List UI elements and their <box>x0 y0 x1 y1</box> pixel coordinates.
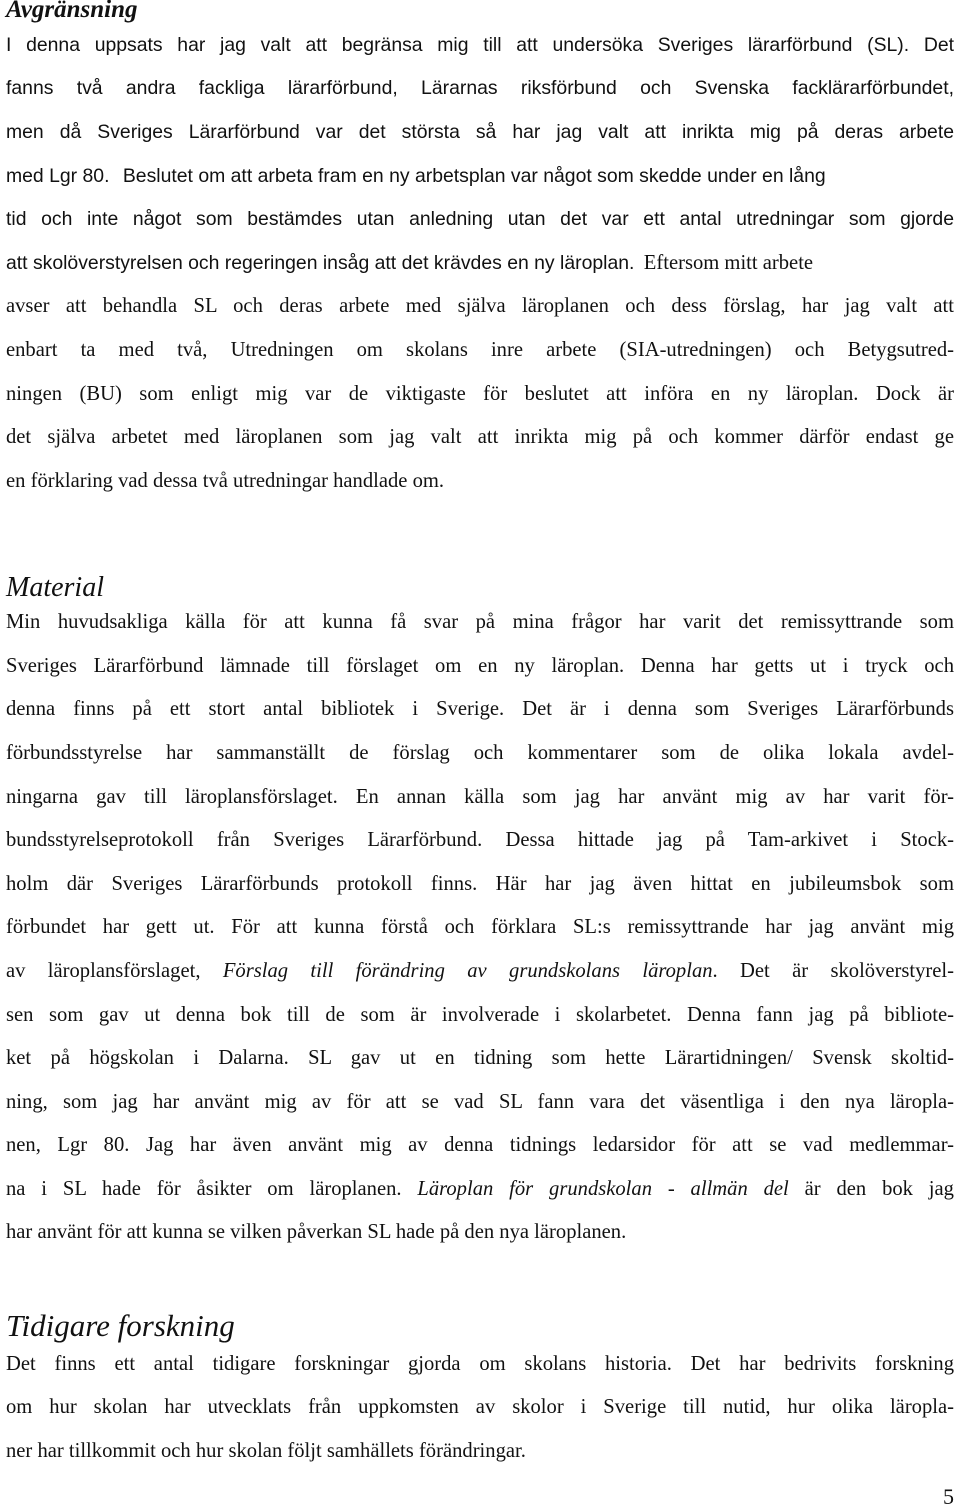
book-title: Förslag till förändring av grundskolans läroplan <box>222 960 713 982</box>
paragraph-line: ningen (BU) som enligt mig var de viktigaste för beslutet att införa en ny läroplan. Dock är <box>6 383 954 405</box>
paragraph-line-part: na i SL hade för åsikter om läroplanen. <box>6 1178 418 1200</box>
section-heading-material: Material <box>6 572 104 603</box>
paragraph-line: en förklaring vad dessa två utredningar handlade om. <box>6 470 445 492</box>
paragraph-line: sen som gav ut denna bok till de som är involverade i skolarbetet. Denna fann jag på bibliote- <box>6 1004 954 1026</box>
paragraph-line-part: att skolöverstyrelsen och regeringen insåg att det krävdes en ny läroplan. <box>6 252 635 274</box>
paragraph-line-part: Eftersom mitt arbete <box>643 252 814 274</box>
paragraph-line <box>6 959 954 983</box>
paragraph-line: ningarna gav till läroplansförslaget. En annan källa som jag har använt mig av har varit för- <box>6 786 954 808</box>
paragraph-line: Det finns ett antal tidigare forskningar gjorda om skolans historia. Det har bedrivits forskning <box>6 1353 954 1375</box>
paragraph-line <box>6 1177 954 1201</box>
paragraph-line-part: med Lgr 80. <box>6 165 110 187</box>
paragraph-line: fanns två andra fackliga lärarförbund, Lärarnas riksförbund och Svenska facklärarförbundet, <box>6 77 954 99</box>
paragraph-line-part: är den bok jag <box>788 1178 954 1200</box>
paragraph-line: ket på högskolan i Dalarna. SL gav ut en tidning som hette Lärartidningen/ Svensk skoltid- <box>6 1047 954 1069</box>
paragraph-line: denna finns på ett stort antal bibliotek i Sverige. Det är i denna som Sveriges Lärarförbunds <box>6 698 954 720</box>
section-heading-avgransning: Avgränsning <box>6 0 138 23</box>
paragraph-line: har använt för att kunna se vilken påverkan SL hade på den nya läroplanen. <box>6 1221 627 1243</box>
paragraph-line: förbundet har gett ut. För att kunna förstå och förklara SL:s remissyttrande har jag använt mig <box>6 916 954 938</box>
paragraph-line: det själva arbetet med läroplanen som jag valt att inrikta mig på och kommer därför endast ge <box>6 426 954 448</box>
paragraph-line <box>6 251 954 275</box>
paragraph-line: bundsstyrelseprotokoll från Sveriges Lärarförbund. Dessa hittade jag på Tam-arkivet i Stock- <box>6 829 954 851</box>
paragraph-line: enbart ta med två, Utredningen om skolans inre arbete (SIA-utredningen) och Betygsutred- <box>6 339 954 361</box>
paragraph-line: tid och inte något som bestämdes utan anledning utan det var ett antal utredningar som gjorde <box>6 208 954 230</box>
paragraph-line: förbundsstyrelse har sammanställt de förslag och kommentarer som de olika lokala avdel- <box>6 742 954 764</box>
paragraph-line: Sveriges Lärarförbund lämnade till förslaget om en ny läroplan. Denna har getts ut i tryck och <box>6 655 954 677</box>
section-heading-tidigare-forskning: Tidigare forskning <box>6 1308 235 1343</box>
paragraph-line: Min huvudsakliga källa för att kunna få svar på mina frågor har varit det remissyttrande som <box>6 611 954 633</box>
paragraph-line-part: Beslutet om att arbeta fram en ny arbetsplan var något som skedde under en lång <box>122 165 826 187</box>
paragraph-line: nen, Lgr 80. Jag har även använt mig av denna tidnings ledarsidor för att se vad medlemmar- <box>6 1134 954 1156</box>
paragraph-line: avser att behandla SL och deras arbete med själva läroplanen och dess förslag, har jag valt att <box>6 295 954 317</box>
paragraph-line-part: av läroplansförslaget, <box>6 960 223 982</box>
page-number: 5 <box>943 1484 954 1509</box>
book-title: Läroplan för grundskolan - allmän del <box>417 1178 789 1200</box>
paragraph-line: I denna uppsats har jag valt att begränsa mig till att undersöka Sveriges lärarförbund (SL). Det <box>6 34 954 56</box>
paragraph-line: holm där Sveriges Lärarförbunds protokoll finns. Här har jag även hittat en jubileumsbok som <box>6 873 954 895</box>
paragraph-line-part: . Det är skolöverstyrel- <box>712 960 955 982</box>
paragraph-line: men då Sveriges Lärarförbund var det största så har jag valt att inrikta mig på deras arbete <box>6 121 954 143</box>
paragraph-line: ner har tillkommit och hur skolan följt samhällets förändringar. <box>6 1440 526 1462</box>
paragraph-line <box>6 164 954 188</box>
paragraph-line: ning, som jag har använt mig av för att se vad SL fann vara det väsentliga i den nya läropla- <box>6 1091 954 1113</box>
paragraph-line: om hur skolan har utvecklats från uppkomsten av skolor i Sverige till nutid, hur olika läropla- <box>6 1396 954 1418</box>
